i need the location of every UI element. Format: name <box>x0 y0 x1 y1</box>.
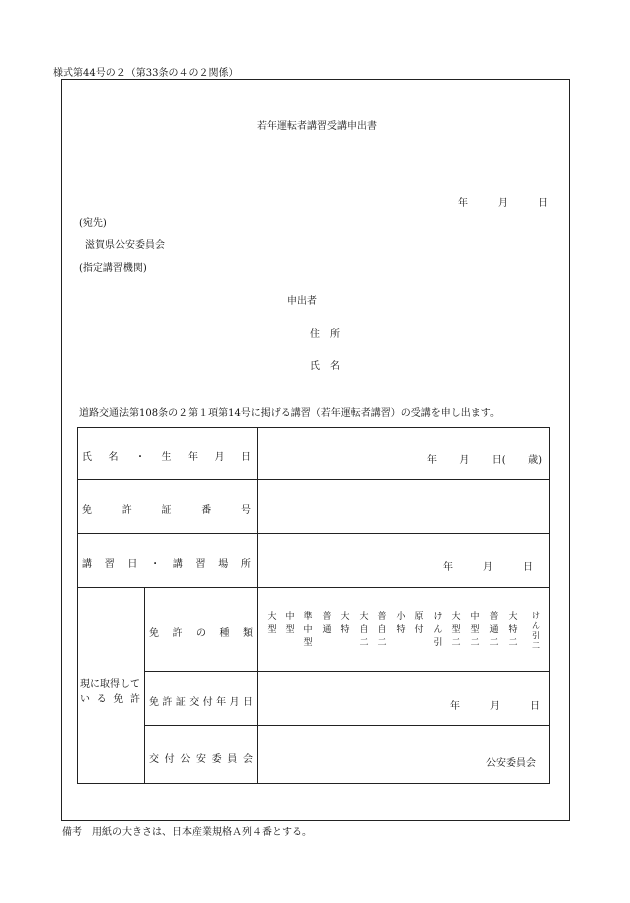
label-char: 日 <box>241 452 251 463</box>
license-type-char: 原 <box>414 612 424 622</box>
value-char: 年 <box>443 562 453 573</box>
label-char: 許 <box>162 697 173 708</box>
label-char: 付 <box>164 754 175 765</box>
date-day-label: 日 <box>538 198 548 209</box>
license-type-char: け <box>433 612 443 622</box>
label-char: 習 <box>195 559 206 570</box>
issue-date-label <box>149 693 253 708</box>
value-char: 日( <box>491 455 506 466</box>
license-type-medium[interactable] <box>285 611 295 637</box>
label-char: 付 <box>202 697 213 708</box>
label-char: 日 <box>242 697 253 708</box>
label-char: 証 <box>161 505 172 516</box>
license-type-large-motorcycle[interactable] <box>359 611 369 650</box>
license-type-char: 中 <box>303 625 313 635</box>
course-date-field[interactable] <box>443 558 533 573</box>
value-char: 月 <box>490 701 500 712</box>
label-char: 交 <box>149 754 159 765</box>
issuer-label <box>149 750 253 765</box>
license-type-char: 特 <box>340 625 350 635</box>
label-char: ・ <box>150 559 161 570</box>
label-char: 年 <box>216 697 227 708</box>
label-char: 場 <box>218 559 229 570</box>
name-birthdate-label <box>82 448 251 463</box>
license-type-medium-class2[interactable] <box>470 611 480 650</box>
addressee-prefix: (宛先) <box>79 218 107 229</box>
label-char: 会 <box>242 754 253 765</box>
footnote: 備考 用紙の大きさは、日本産業規格Ａ列４番とする。 <box>62 827 312 838</box>
label-char: 免 <box>149 697 159 708</box>
label-char: 講 <box>172 559 183 570</box>
license-type-ordinary[interactable] <box>322 611 332 637</box>
application-date[interactable] <box>458 194 548 209</box>
label-char: の <box>196 628 206 639</box>
label-char: い <box>80 694 90 705</box>
label-char: 番 <box>201 505 212 516</box>
statement: 道路交通法第108条の２第１項第14号に掲げる講習（若年運転者講習）の受講を申し出ます。 <box>79 408 501 419</box>
license-type-large-special-class2[interactable] <box>508 611 518 650</box>
label-char: 公 <box>180 754 191 765</box>
label-char: 講 <box>82 559 92 570</box>
license-number-field[interactable] <box>258 480 549 533</box>
issue-date-field[interactable] <box>450 697 540 712</box>
license-type-char: 型 <box>285 625 295 635</box>
license-type-char: 大 <box>359 612 369 622</box>
license-type-char: 型 <box>470 625 480 635</box>
name-birthdate-field[interactable] <box>427 451 542 466</box>
license-type-moped[interactable] <box>414 611 424 637</box>
license-type-char: 型 <box>303 638 313 648</box>
license-type-char: ん <box>433 625 443 635</box>
label-char: 月 <box>214 452 225 463</box>
course-date-place-label <box>82 555 251 570</box>
label-char: 氏 <box>82 452 92 463</box>
license-type-char: 特 <box>396 625 406 635</box>
license-type-ordinary-class2[interactable] <box>489 611 499 650</box>
table-divider <box>144 671 550 672</box>
license-type-ordinary-motorcycle[interactable] <box>377 611 387 650</box>
label-char: 許 <box>172 628 183 639</box>
label-char: 類 <box>243 628 253 639</box>
label-char: 号 <box>241 505 251 516</box>
license-type-label <box>149 624 253 639</box>
address-char: 所 <box>330 329 340 340</box>
label-char: 交 <box>189 697 200 708</box>
form-title: 若年運転者講習受講申出書 <box>257 121 377 132</box>
license-type-char: 中 <box>470 612 480 622</box>
applicant-address-label[interactable] <box>310 325 340 340</box>
license-type-char: 自 <box>359 625 369 635</box>
table-divider <box>77 587 550 588</box>
label-char: 生 <box>161 452 172 463</box>
addressee-designated: (指定講習機関) <box>79 263 147 274</box>
label-char: 日 <box>127 559 138 570</box>
license-type-char: 自 <box>377 625 387 635</box>
label-char: 習 <box>104 559 115 570</box>
license-type-char: 特 <box>508 625 518 635</box>
license-type-char: 二 <box>377 638 387 648</box>
license-type-large-class2[interactable] <box>451 611 461 650</box>
license-type-large-special[interactable] <box>340 611 350 637</box>
form-number: 様式第44号の２（第33条の４の２関係） <box>53 68 239 79</box>
date-year-label: 年 <box>458 198 468 209</box>
value-char: 年 <box>450 701 460 712</box>
address-char: 住 <box>310 329 320 340</box>
value-char: 月 <box>483 562 493 573</box>
license-type-char: け <box>532 611 540 620</box>
applicant-label: 申出者 <box>287 296 317 307</box>
table-divider <box>144 587 145 784</box>
license-type-char: 二 <box>359 638 369 648</box>
license-type-char: 普 <box>322 612 332 622</box>
license-type-char: 大 <box>340 612 350 622</box>
date-month-label: 月 <box>498 198 508 209</box>
name-char: 氏 <box>310 361 320 372</box>
license-type-char: 大 <box>267 612 277 622</box>
label-char: 安 <box>195 754 206 765</box>
label-char: 名 <box>108 452 119 463</box>
license-type-char: 普 <box>489 612 499 622</box>
license-type-char: 二 <box>508 638 518 648</box>
license-type-char: 二 <box>451 638 461 648</box>
license-type-char: 二 <box>470 638 480 648</box>
license-type-char: 小 <box>396 612 406 622</box>
label-char: 免 <box>82 505 92 516</box>
license-type-char: 二 <box>489 638 499 648</box>
value-char: 年 <box>427 455 437 466</box>
license-type-towing[interactable] <box>433 611 443 650</box>
license-type-char: 大 <box>451 612 461 622</box>
label-char: 月 <box>229 697 240 708</box>
label-char: 員 <box>227 754 238 765</box>
value-char: 日 <box>523 562 533 573</box>
label-char: 所 <box>240 559 251 570</box>
license-type-small-special[interactable] <box>396 611 406 637</box>
license-type-large[interactable] <box>267 611 277 637</box>
addressee-commission: 滋賀県公安委員会 <box>85 240 165 251</box>
license-type-char: 普 <box>377 612 387 622</box>
value-char: 日 <box>530 701 540 712</box>
license-type-char: 引 <box>433 638 443 648</box>
label-char: る <box>96 694 107 705</box>
license-type-char: 通 <box>489 625 499 635</box>
label-char: 証 <box>175 697 186 708</box>
current-license-label-line2 <box>80 690 140 705</box>
label-char: 年 <box>188 452 198 463</box>
label-char: 免 <box>149 628 159 639</box>
license-type-char: 通 <box>322 625 332 635</box>
current-license-label-line1: 現に取得して <box>80 679 140 690</box>
table-divider <box>144 725 550 726</box>
license-type-char: 大 <box>508 612 518 622</box>
label-char: ・ <box>135 452 145 463</box>
license-type-char: 準 <box>303 612 313 622</box>
license-type-char: 二 <box>532 641 540 650</box>
value-char: 歳) <box>528 455 542 466</box>
license-type-char: 型 <box>267 625 277 635</box>
label-char: 種 <box>219 628 230 639</box>
license-type-semi-medium[interactable] <box>303 611 313 650</box>
license-type-towing-class2[interactable] <box>531 611 541 651</box>
applicant-name-label[interactable] <box>310 357 340 372</box>
label-char: 免 <box>113 694 124 705</box>
table-divider <box>77 533 550 534</box>
license-type-char: 中 <box>285 612 295 622</box>
issuer-field[interactable]: 公安委員会 <box>486 758 536 769</box>
label-char: 許 <box>121 505 132 516</box>
license-type-char: 型 <box>451 625 461 635</box>
label-char: 委 <box>211 754 222 765</box>
value-char: 月 <box>459 455 470 466</box>
license-number-label <box>82 501 251 516</box>
name-char: 名 <box>330 361 340 372</box>
license-type-char: ん引 <box>532 621 540 640</box>
label-char: 許 <box>129 694 140 705</box>
license-type-char: 付 <box>414 625 424 635</box>
